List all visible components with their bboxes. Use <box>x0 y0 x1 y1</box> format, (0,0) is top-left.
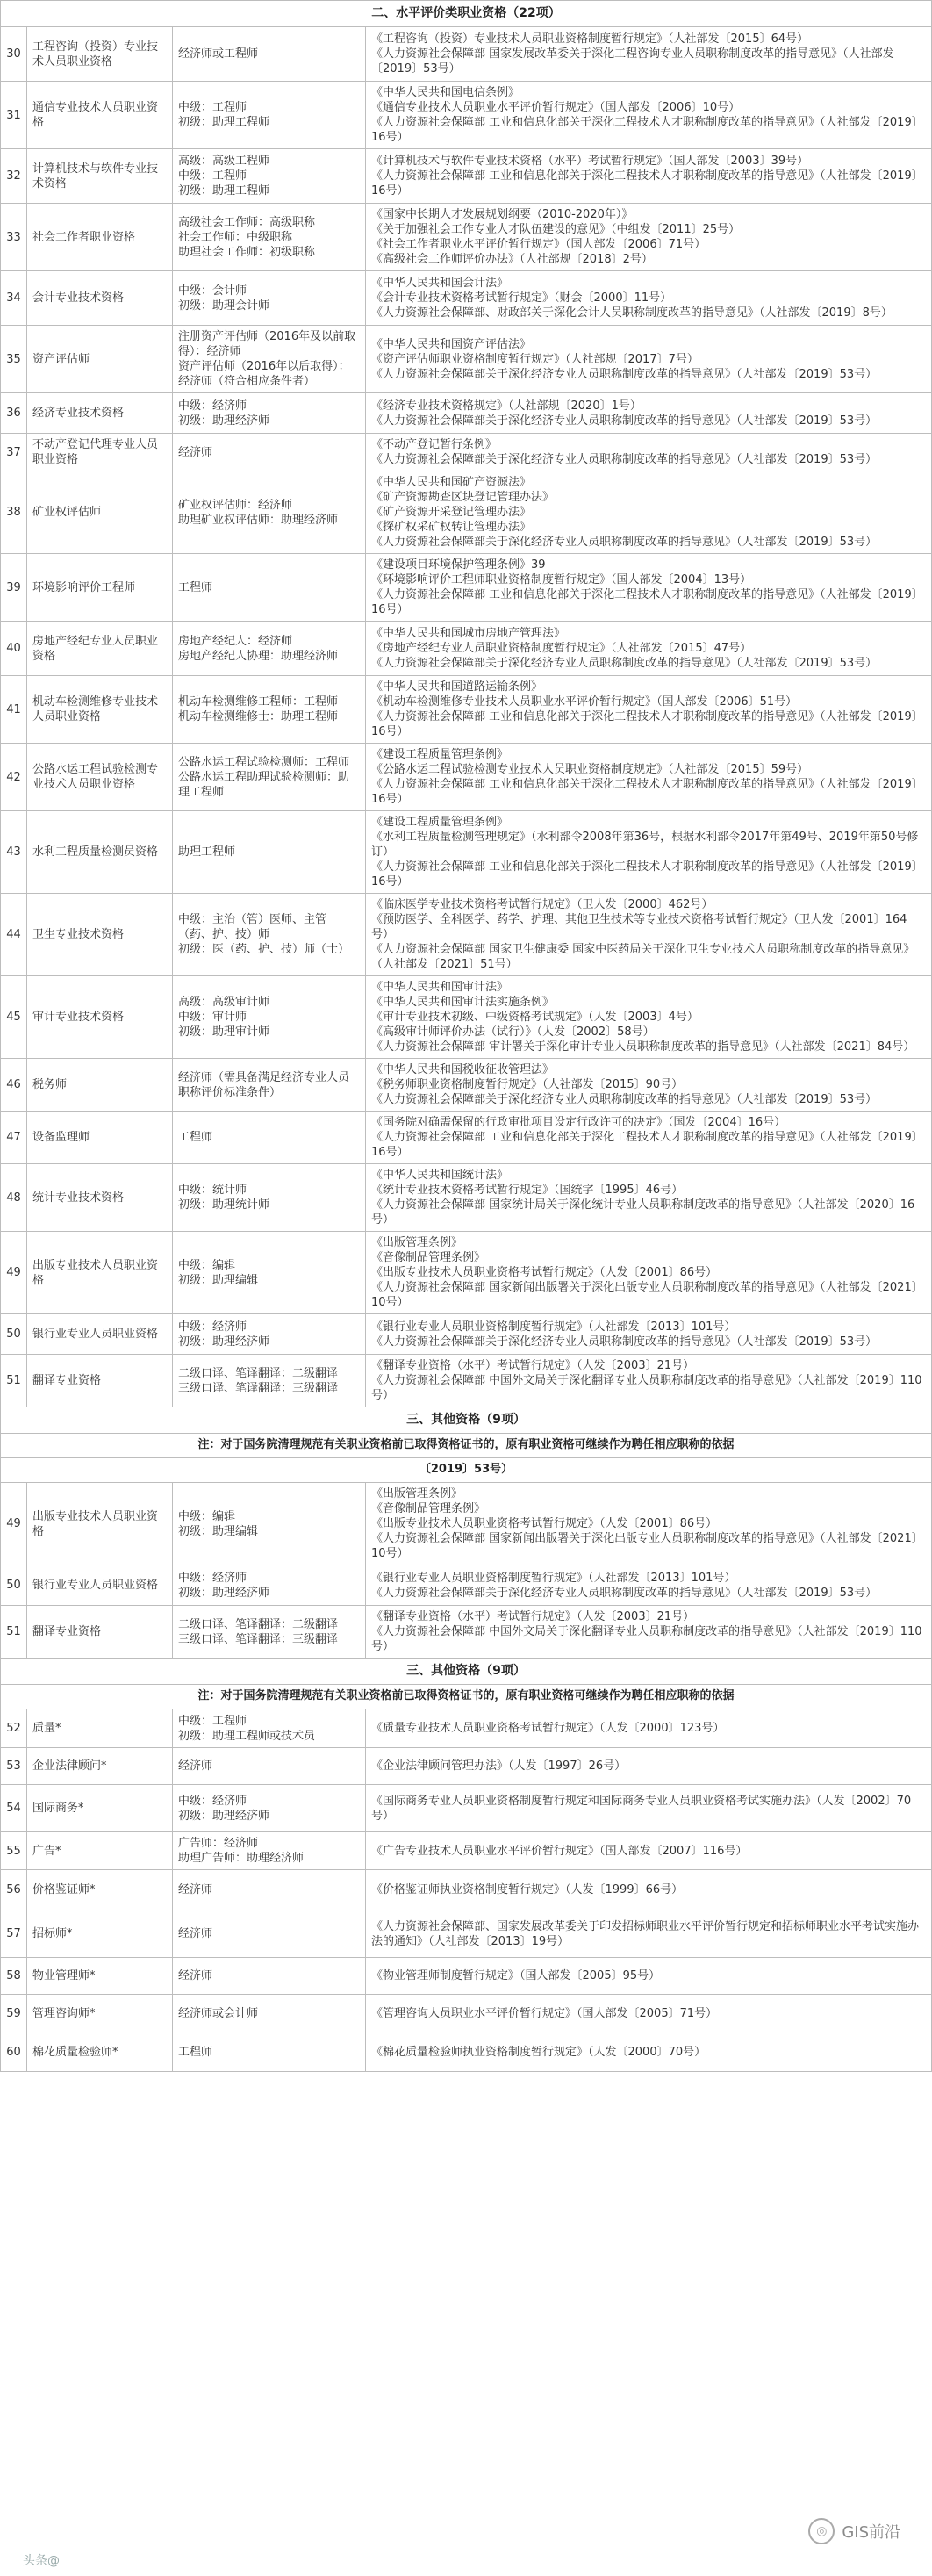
row-number: 46 <box>1 1059 27 1112</box>
row-number: 34 <box>1 271 27 326</box>
row-number: 51 <box>1 1606 27 1659</box>
policy-documents: 《国际商务专业人员职业资格制度暂行规定和国际商务专业人员职业资格考试实施办法》（人发〔2002〕70号） <box>366 1785 932 1832</box>
title-level: 工程师 <box>173 1112 366 1164</box>
qualification-name: 统计专业技术资格 <box>27 1164 173 1232</box>
table-row <box>1 676 932 744</box>
policy-documents: 《建设项目环境保护管理条例》39 《环境影响评价工程师职业资格制度暂行规定》（国人部发〔2004〕13号） 《人力资源社会保障部 工业和信息化部关于深化工程技术人才职称制度改革的指导意见》（人社部发〔2019〕16号） <box>366 554 932 622</box>
policy-documents: 《翻译专业资格（水平）考试暂行规定》（人发〔2003〕21号） 《人力资源社会保障部 中国外文局关于深化翻译专业人员职称制度改革的指导意见》（人社部发〔2019〕110号） <box>366 1355 932 1407</box>
policy-documents: 《经济专业技术资格规定》（人社部规〔2020〕1号） 《人力资源社会保障部关于深化经济专业人员职称制度改革的指导意见》（人社部发〔2019〕53号） <box>366 393 932 434</box>
qualification-name: 银行业专业人员职业资格 <box>27 1314 173 1355</box>
row-number: 53 <box>1 1748 27 1785</box>
policy-documents: 《物业管理师制度暂行规定》（国人部发〔2005〕95号） <box>366 1958 932 1995</box>
policy-documents: 《中华人民共和国电信条例》 《通信专业技术人员职业水平评价暂行规定》（国人部发〔2006〕10号） 《人力资源社会保障部 工业和信息化部关于深化工程技术人才职称制度改革的指导意见》（人社部发〔2019〕16号） <box>366 82 932 149</box>
table-row <box>1 976 932 1059</box>
policy-documents: 《中华人民共和国会计法》 《会计专业技术资格考试暂行规定》（财会〔2000〕11号） 《人力资源社会保障部、财政部关于深化会计人员职称制度改革的指导意见》（人社部发〔2019〕8号） <box>366 271 932 326</box>
row-number: 57 <box>1 1910 27 1958</box>
qualification-name: 广告* <box>27 1832 173 1870</box>
table-row <box>1 149 932 204</box>
row-number: 58 <box>1 1958 27 1995</box>
policy-documents: 《人力资源社会保障部、国家发展改革委关于印发招标师职业水平评价暂行规定和招标师职业水平考试实施办法的通知》（人社部发〔2013〕19号） <box>366 1910 932 1958</box>
row-number: 36 <box>1 393 27 434</box>
title-level: 经济师 <box>173 1748 366 1785</box>
title-level: 中级：经济师 初级：助理经济师 <box>173 1785 366 1832</box>
table-row <box>1 1832 932 1870</box>
row-number: 37 <box>1 434 27 471</box>
title-level: 经济师 <box>173 434 366 471</box>
row-number: 32 <box>1 149 27 204</box>
title-level: 中级：工程师 初级：助理工程师 <box>173 82 366 149</box>
policy-documents: 《棉花质量检验师执业资格制度暂行规定》（人发〔2000〕70号） <box>366 2033 932 2072</box>
section-note: 注：对于国务院清理规范有关职业资格前已取得资格证书的，原有职业资格可继续作为聘任相应职称的依据 <box>1 1434 932 1458</box>
title-level: 高级：高级审计师 中级：审计师 初级：助理审计师 <box>173 976 366 1059</box>
policy-documents: 《企业法律顾问管理办法》（人发〔1997〕26号） <box>366 1748 932 1785</box>
policy-documents: 《国家中长期人才发展规划纲要（2010-2020年）》 《关于加强社会工作专业人才队伍建设的意见》（中组发〔2011〕25号） 《社会工作者职业水平评价暂行规定》（国人部发〔2006〕71号） 《高级社会工作师评价办法》（人社部规〔2018〕2号） <box>366 204 932 271</box>
policy-documents: 《中华人民共和国税收征收管理法》 《税务师职业资格制度暂行规定》（人社部发〔2015〕90号） 《人力资源社会保障部关于深化经济专业人员职称制度改革的指导意见》（人社部发〔2019〕53号） <box>366 1059 932 1112</box>
policy-documents: 《银行业专业人员职业资格制度暂行规定》（人社部发〔2013〕101号） 《人力资源社会保障部关于深化经济专业人员职称制度改革的指导意见》（人社部发〔2019〕53号） <box>366 1314 932 1355</box>
title-level: 经济师 <box>173 1910 366 1958</box>
policy-documents: 《计算机技术与软件专业技术资格（水平）考试暂行规定》（国人部发〔2003〕39号） 《人力资源社会保障部 工业和信息化部关于深化工程技术人才职称制度改革的指导意见》（人社部发〔2019〕16号） <box>366 149 932 204</box>
policy-documents: 《翻译专业资格（水平）考试暂行规定》（人发〔2003〕21号） 《人力资源社会保障部 中国外文局关于深化翻译专业人员职称制度改革的指导意见》（人社部发〔2019〕110号） <box>366 1606 932 1659</box>
title-level: 中级：编辑 初级：助理编辑 <box>173 1483 366 1565</box>
table-row <box>1 1164 932 1232</box>
table-row <box>1 1748 932 1785</box>
policy-documents: 《质量专业技术人员职业资格考试暂行规定》（人发〔2000〕123号） <box>366 1709 932 1748</box>
table-row <box>1 1709 932 1748</box>
wechat-logo-icon: ◎ <box>808 2518 835 2544</box>
qualification-name: 价格鉴证师* <box>27 1870 173 1910</box>
policy-documents: 《中华人民共和国城市房地产管理法》 《房地产经纪专业人员职业资格制度暂行规定》（人社部发〔2015〕47号） 《人力资源社会保障部关于深化经济专业人员职称制度改革的指导意见》（人社部发〔2019〕53号） <box>366 622 932 676</box>
policy-documents: 《价格鉴证师执业资格制度暂行规定》（人发〔1999〕66号） <box>366 1870 932 1910</box>
table-row <box>1 82 932 149</box>
row-number: 38 <box>1 471 27 554</box>
brand-logo-text: GIS前沿 <box>842 2523 900 2542</box>
qualification-name: 公路水运工程试验检测专业技术人员职业资格 <box>27 744 173 811</box>
table-row <box>1 744 932 811</box>
policy-documents: 《中华人民共和国矿产资源法》 《矿产资源勘查区块登记管理办法》 《矿产资源开采登记管理办法》 《探矿权采矿权转让管理办法》 《人力资源社会保障部关于深化经济专业人员职称制度改革的指导意见》（人社部发〔2019〕53号） <box>366 471 932 554</box>
table-row <box>1 1958 932 1995</box>
table-row <box>1 1910 932 1958</box>
title-level: 中级：经济师 初级：助理经济师 <box>173 393 366 434</box>
policy-documents: 《银行业专业人员职业资格制度暂行规定》（人社部发〔2013〕101号） 《人力资源社会保障部关于深化经济专业人员职称制度改革的指导意见》（人社部发〔2019〕53号） <box>366 1565 932 1606</box>
table-row <box>1 1606 932 1659</box>
policy-documents: 《中华人民共和国道路运输条例》 《机动车检测维修专业技术人员职业水平评价暂行规定》（国人部发〔2006〕51号） 《人力资源社会保障部 工业和信息化部关于深化工程技术人才职称制度改革的指导意见》（人社部发〔2019〕16号） <box>366 676 932 744</box>
table-row <box>1 554 932 622</box>
qualification-name: 会计专业技术资格 <box>27 271 173 326</box>
title-level: 注册资产评估师（2016年及以前取得）：经济师 资产评估师（2016年以后取得）：经济师（符合相应条件者） <box>173 326 366 393</box>
qualification-name: 经济专业技术资格 <box>27 393 173 434</box>
table-row <box>1 1314 932 1355</box>
title-level: 经济师（需具备满足经济专业人员职称评价标准条件） <box>173 1059 366 1112</box>
title-level: 中级：经济师 初级：助理经济师 <box>173 1314 366 1355</box>
table-row <box>1 1232 932 1314</box>
qualification-name: 翻译专业资格 <box>27 1606 173 1659</box>
qualification-name: 招标师* <box>27 1910 173 1958</box>
row-number: 60 <box>1 2033 27 2072</box>
row-number: 52 <box>1 1709 27 1748</box>
row-number: 49 <box>1 1232 27 1314</box>
table-row <box>1 1995 932 2033</box>
table-row <box>1 471 932 554</box>
row-number: 30 <box>1 27 27 82</box>
row-number: 54 <box>1 1785 27 1832</box>
qualification-name: 税务师 <box>27 1059 173 1112</box>
policy-documents: 《国务院对确需保留的行政审批项目设定行政许可的决定》（国发〔2004〕16号） 《人力资源社会保障部 工业和信息化部关于深化工程技术人才职称制度改革的指导意见》（人社部发〔2019〕16号） <box>366 1112 932 1164</box>
table-row <box>1 393 932 434</box>
row-number: 47 <box>1 1112 27 1164</box>
qualification-name: 计算机技术与软件专业技术资格 <box>27 149 173 204</box>
row-number: 35 <box>1 326 27 393</box>
row-number: 39 <box>1 554 27 622</box>
watermark-text: 头条@ <box>23 2554 60 2568</box>
qualification-name: 不动产登记代理专业人员职业资格 <box>27 434 173 471</box>
table-row <box>1 1785 932 1832</box>
row-number: 50 <box>1 1565 27 1606</box>
row-number: 31 <box>1 82 27 149</box>
qualification-name: 卫生专业技术资格 <box>27 894 173 976</box>
qualification-name: 工程咨询（投资）专业技术人员职业资格 <box>27 27 173 82</box>
policy-documents: 《中华人民共和国审计法》 《中华人民共和国审计法实施条例》 《审计专业技术初级、中级资格考试规定》（人发〔2003〕4号） 《高级审计师评价办法（试行）》（人发〔2002〕58号） 《人力资源社会保障部 审计署关于深化审计专业人员职称制度改革的指导意见》（人社部发〔2021〕84号） <box>366 976 932 1059</box>
qualification-name: 管理咨询师* <box>27 1995 173 2033</box>
qualification-name: 环境影响评价工程师 <box>27 554 173 622</box>
title-level: 二级口译、笔译翻译：二级翻译 三级口译、笔译翻译：三级翻译 <box>173 1355 366 1407</box>
row-number: 42 <box>1 744 27 811</box>
table-row <box>1 622 932 676</box>
table-row <box>1 1059 932 1112</box>
table-row <box>1 894 932 976</box>
title-level: 二级口译、笔译翻译：二级翻译 三级口译、笔译翻译：三级翻译 <box>173 1606 366 1659</box>
title-level: 高级社会工作师：高级职称 社会工作师：中级职称 助理社会工作师：初级职称 <box>173 204 366 271</box>
table-row <box>1 1483 932 1565</box>
title-level: 工程师 <box>173 2033 366 2072</box>
policy-documents: 《出版管理条例》 《音像制品管理条例》 《出版专业技术人员职业资格考试暂行规定》（人发〔2001〕86号） 《人力资源社会保障部 国家新闻出版署关于深化出版专业人员职称制度改革的指导意见》（人社部发〔2021〕10号） <box>366 1232 932 1314</box>
row-number: 44 <box>1 894 27 976</box>
title-level: 中级：主治（管）医师、主管（药、护、技）师 初级：医（药、护、技）师（士） <box>173 894 366 976</box>
title-level: 矿业权评估师：经济师 助理矿业权评估师：助理经济师 <box>173 471 366 554</box>
title-level: 中级：经济师 初级：助理经济师 <box>173 1565 366 1606</box>
title-level: 中级：会计师 初级：助理会计师 <box>173 271 366 326</box>
policy-documents: 《建设工程质量管理条例》 《公路水运工程试验检测专业技术人员职业资格制度规定》（人社部发〔2015〕59号） 《人力资源社会保障部 工业和信息化部关于深化工程技术人才职称制度改革的指导意见》（人社部发〔2019〕16号） <box>366 744 932 811</box>
title-level: 房地产经纪人：经济师 房地产经纪人协理：助理经济师 <box>173 622 366 676</box>
table-row <box>1 2033 932 2072</box>
policy-documents: 《工程咨询（投资）专业技术人员职业资格制度暂行规定》（人社部发〔2015〕64号） 《人力资源社会保障部 国家发展改革委关于深化工程咨询专业人员职称制度改革的指导意见》（人社部发〔2019〕53号） <box>366 27 932 82</box>
qualification-name: 出版专业技术人员职业资格 <box>27 1232 173 1314</box>
row-number: 55 <box>1 1832 27 1870</box>
table-row <box>1 434 932 471</box>
clipped-text: 〔2019〕53号） <box>1 1458 932 1483</box>
title-level: 经济师或工程师 <box>173 27 366 82</box>
policy-documents: 《出版管理条例》 《音像制品管理条例》 《出版专业技术人员职业资格考试暂行规定》（人发〔2001〕86号） 《人力资源社会保障部 国家新闻出版署关于深化出版专业人员职称制度改革的指导意见》（人社部发〔2021〕10号） <box>366 1483 932 1565</box>
title-level: 经济师 <box>173 1958 366 1995</box>
title-level: 广告师：经济师 助理广告师：助理经济师 <box>173 1832 366 1870</box>
row-number: 50 <box>1 1314 27 1355</box>
section-title: 三、其他资格（9项） <box>1 1659 932 1685</box>
table-row <box>1 1870 932 1910</box>
table-row <box>1 326 932 393</box>
qualification-name: 矿业权评估师 <box>27 471 173 554</box>
table-row <box>1 811 932 894</box>
title-level: 中级：编辑 初级：助理编辑 <box>173 1232 366 1314</box>
title-level: 中级：统计师 初级：助理统计师 <box>173 1164 366 1232</box>
table-row <box>1 271 932 326</box>
title-level: 经济师或会计师 <box>173 1995 366 2033</box>
policy-documents: 《广告专业技术人员职业水平评价暂行规定》（国人部发〔2007〕116号） <box>366 1832 932 1870</box>
title-level: 经济师 <box>173 1870 366 1910</box>
row-number: 45 <box>1 976 27 1059</box>
table-row <box>1 1355 932 1407</box>
row-number: 51 <box>1 1355 27 1407</box>
section-note: 注：对于国务院清理规范有关职业资格前已取得资格证书的，原有职业资格可继续作为聘任相应职称的依据 <box>1 1685 932 1709</box>
title-level: 工程师 <box>173 554 366 622</box>
qualification-name: 机动车检测维修专业技术人员职业资格 <box>27 676 173 744</box>
policy-documents: 《临床医学专业技术资格考试暂行规定》（卫人发〔2000〕462号） 《预防医学、全科医学、药学、护理、其他卫生技术等专业技术资格考试暂行规定》（卫人发〔2001〕164号） 《人力资源社会保障部 国家卫生健康委 国家中医药局关于深化卫生专业技术人员职称制度改革的指导意见》（人社部发〔2021〕51号） <box>366 894 932 976</box>
qualification-name: 翻译专业资格 <box>27 1355 173 1407</box>
qualification-name: 通信专业技术人员职业资格 <box>27 82 173 149</box>
title-level: 公路水运工程试验检测师：工程师 公路水运工程助理试验检测师：助理工程师 <box>173 744 366 811</box>
policy-documents: 《建设工程质量管理条例》 《水利工程质量检测管理规定》（水利部令2008年第36号，根据水利部令2017年第49号、2019年第50号修订） 《人力资源社会保障部 工业和信息化部关于深化工程技术人才职称制度改革的指导意见》（人社部发〔2019〕16号） <box>366 811 932 894</box>
brand-logo <box>808 2518 900 2544</box>
title-level: 机动车检测维修工程师：工程师 机动车检测维修士：助理工程师 <box>173 676 366 744</box>
row-number: 59 <box>1 1995 27 2033</box>
section-title: 三、其他资格（9项） <box>1 1407 932 1434</box>
qualification-name: 棉花质量检验师* <box>27 2033 173 2072</box>
row-number: 33 <box>1 204 27 271</box>
table-row <box>1 27 932 82</box>
policy-documents: 《中华人民共和国统计法》 《统计专业技术资格考试暂行规定》（国统字〔1995〕46号） 《人力资源社会保障部 国家统计局关于深化统计专业人员职称制度改革的指导意见》（人社部发〔2020〕16号） <box>366 1164 932 1232</box>
policy-documents: 《不动产登记暂行条例》 《人力资源社会保障部关于深化经济专业人员职称制度改革的指导意见》（人社部发〔2019〕53号） <box>366 434 932 471</box>
row-number: 56 <box>1 1870 27 1910</box>
qualification-name: 出版专业技术人员职业资格 <box>27 1483 173 1565</box>
qualification-name: 设备监理师 <box>27 1112 173 1164</box>
table-row <box>1 1112 932 1164</box>
row-number: 43 <box>1 811 27 894</box>
qualification-name: 质量* <box>27 1709 173 1748</box>
title-level: 助理工程师 <box>173 811 366 894</box>
qualification-name: 物业管理师* <box>27 1958 173 1995</box>
qualification-name: 资产评估师 <box>27 326 173 393</box>
row-number: 48 <box>1 1164 27 1232</box>
section-title: 二、水平评价类职业资格（22项） <box>1 1 932 27</box>
policy-documents: 《管理咨询人员职业水平评价暂行规定》（国人部发〔2005〕71号） <box>366 1995 932 2033</box>
row-number: 49 <box>1 1483 27 1565</box>
table-row <box>1 1565 932 1606</box>
qualification-name: 社会工作者职业资格 <box>27 204 173 271</box>
title-level: 中级：工程师 初级：助理工程师或技术员 <box>173 1709 366 1748</box>
qualification-name: 企业法律顾问* <box>27 1748 173 1785</box>
qualification-name: 国际商务* <box>27 1785 173 1832</box>
qualification-name: 银行业专业人员职业资格 <box>27 1565 173 1606</box>
qualification-name: 水利工程质量检测员资格 <box>27 811 173 894</box>
title-level: 高级：高级工程师 中级：工程师 初级：助理工程师 <box>173 149 366 204</box>
qualification-name: 审计专业技术资格 <box>27 976 173 1059</box>
policy-documents: 《中华人民共和国资产评估法》 《资产评估师职业资格制度暂行规定》（人社部规〔2017〕7号） 《人力资源社会保障部关于深化经济专业人员职称制度改革的指导意见》（人社部发〔2019〕53号） <box>366 326 932 393</box>
row-number: 41 <box>1 676 27 744</box>
row-number: 40 <box>1 622 27 676</box>
qualification-name: 房地产经纪专业人员职业资格 <box>27 622 173 676</box>
table-row <box>1 204 932 271</box>
